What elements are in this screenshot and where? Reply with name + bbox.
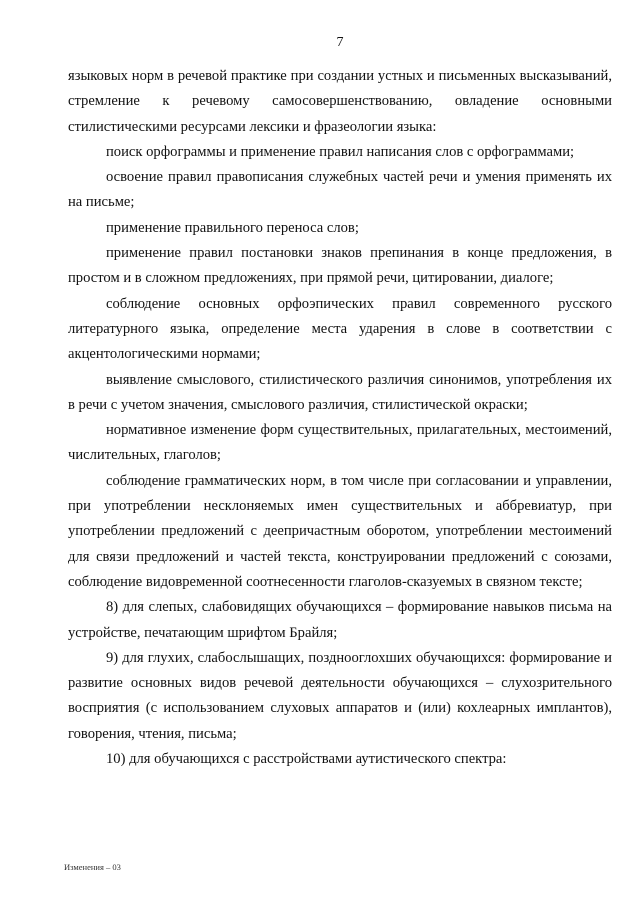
paragraph: выявление смыслового, стилистического различия синонимов, употребления их в речи с учетом значения, смыслового различия, стилистической окраски; [68,371,612,413]
paragraph: поиск орфограммы и применение правил написания слов с орфограммами; [106,143,575,160]
paragraph: 8) для слепых, слабовидящих обучающихся – формирование навыков письма на устройстве, печатающим шрифтом Брайля; [68,599,612,641]
paragraph: освоение правил правописания служебных частей речи и умения применять их на письме; [68,169,612,211]
paragraph: соблюдение грамматических норм, в том числе при согласовании и управлении, при употреблении несклоняемых имен существительных и аббревиатур, при употреблении предложений с деепричастным оборотом, употреблении местоимений для связи предложений и частей текста, конструировании предложений с союзами, соблюдение видовременной соотнесенности глаголов-сказуемых в связном тексте; [68,472,612,590]
paragraph: языковых норм в речевой практике при создании устных и письменных высказываний, стремление к речевому самосовершенствованию, овладение основными стилистическими ресурсами лексики и фразеологии языка: [68,68,612,135]
paragraph: 9) для глухих, слабослышащих, позднооглохших обучающихся: формирование и развитие основных видов речевой деятельности обучающихся – слухозрительного восприятия (с использованием слуховых аппаратов и (или) кохлеарных имплантов), говорения, чтения, письма; [68,649,612,742]
paragraph: 10) для обучающихся с расстройствами аутистического спектра: [106,751,507,768]
paragraph: применение правильного переноса слов; [106,219,359,236]
paragraph: нормативное изменение форм существительных, прилагательных, местоимений, числительных, глаголов; [68,422,612,464]
paragraph: соблюдение основных орфоэпических правил современного русского литературного языка, определение места ударения в слове в соответствии с акцентологическими нормами; [68,295,612,363]
body-text [68,64,612,772]
footer-revision-note: Изменения – 03 [64,862,121,872]
page-number: 7 [336,35,344,50]
paragraph: применение правил постановки знаков препинания в конце предложения, в простом и в сложном предложениях, при прямой речи, цитировании, диалоге; [68,245,612,287]
